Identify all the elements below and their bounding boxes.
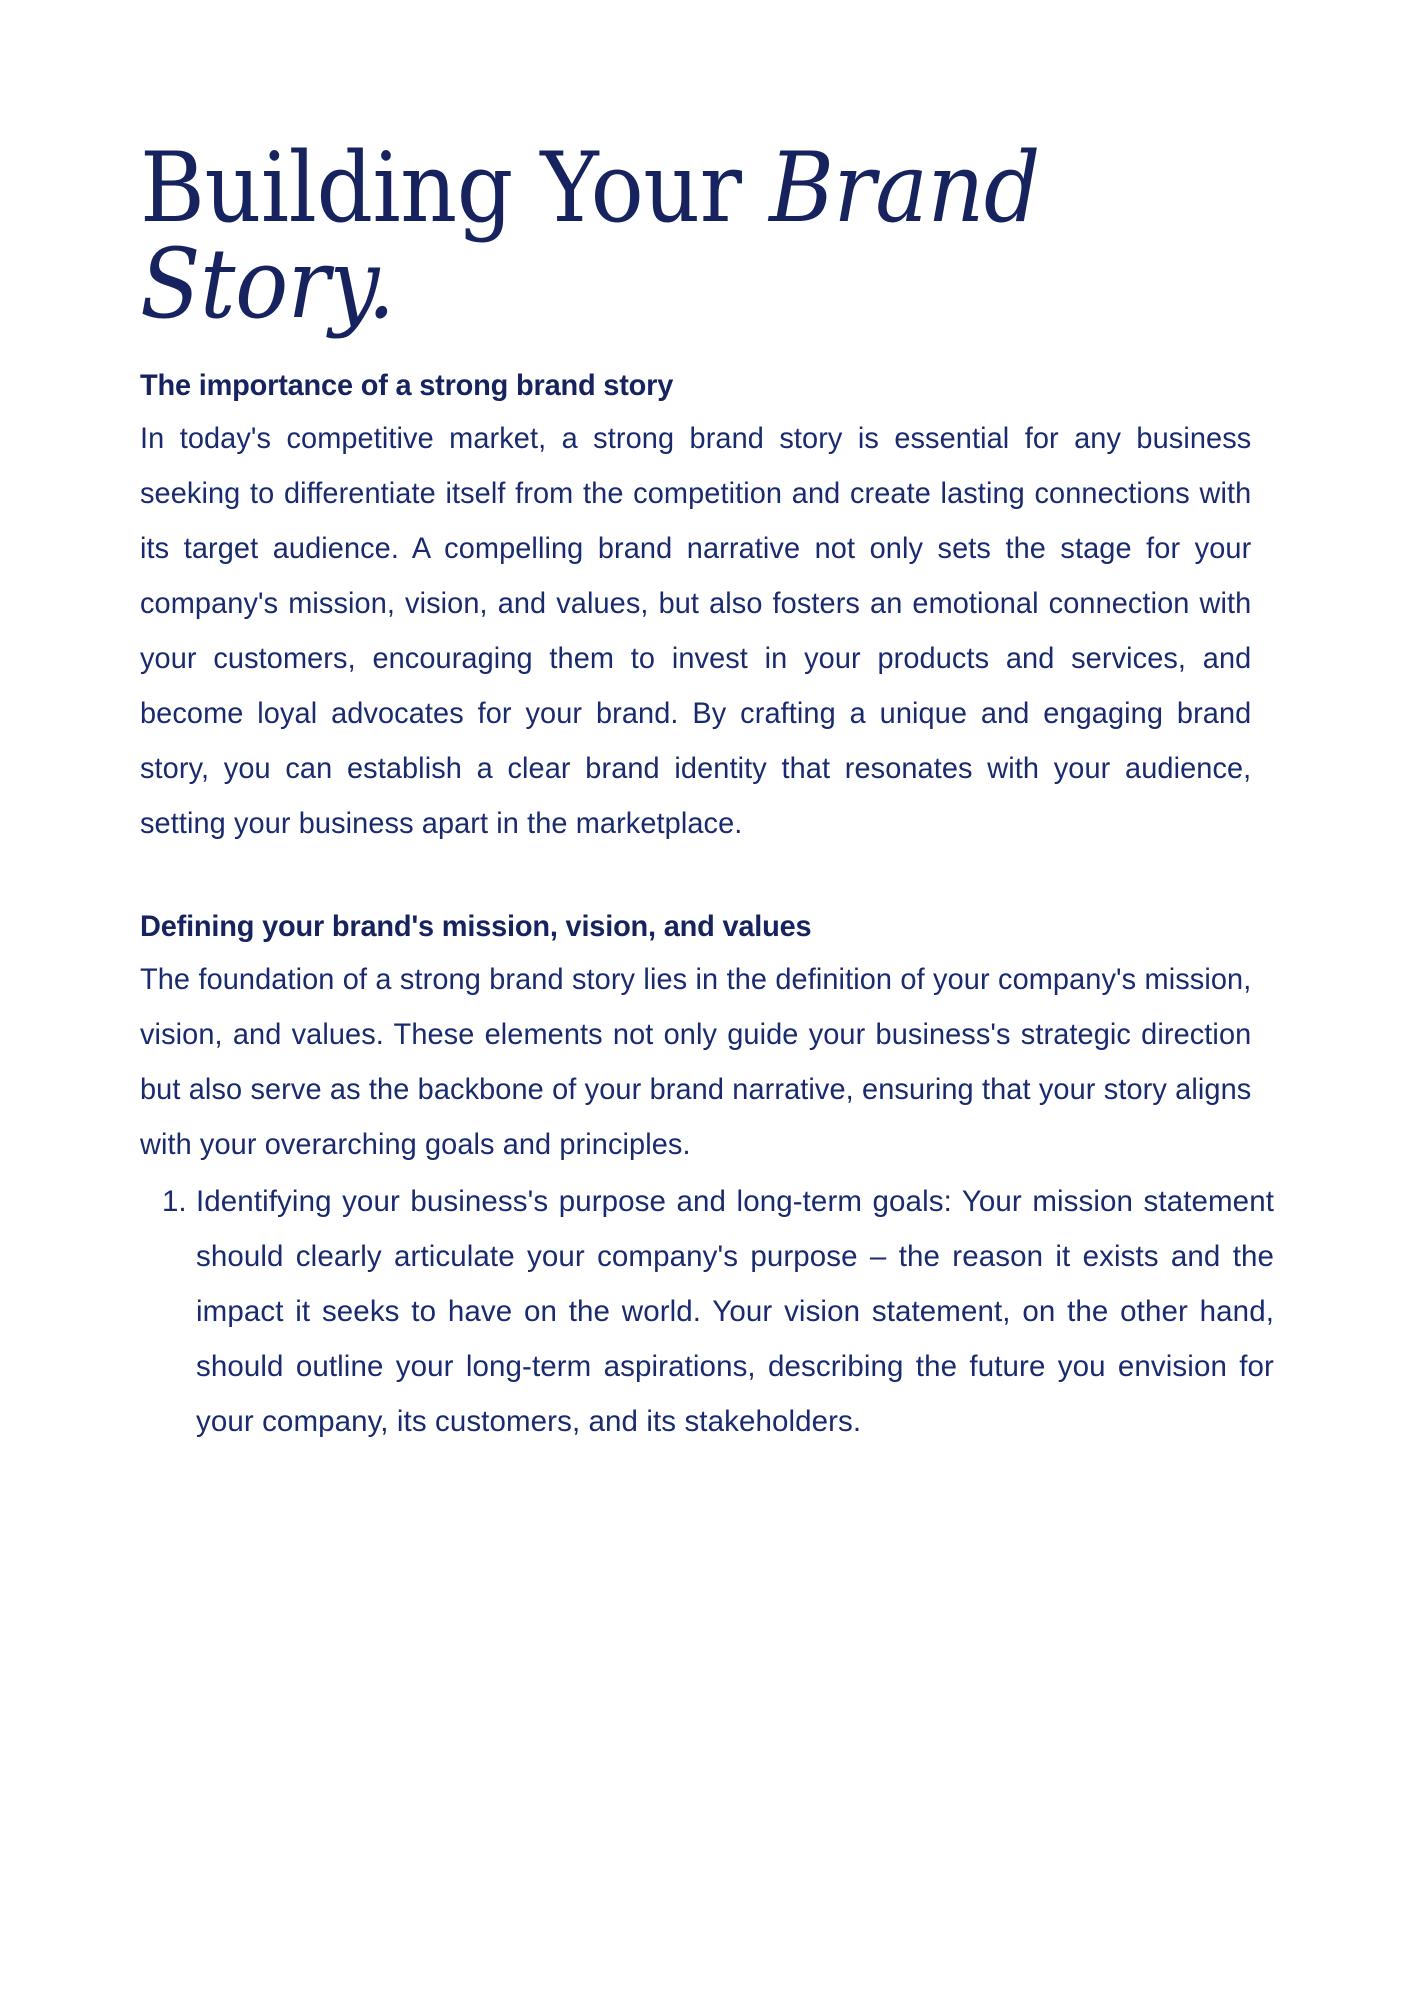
numbered-list bbox=[140, 1174, 1274, 1449]
section-paragraph-importance: In today's competitive market, a strong brand story is essential for any business seeking to differentiate itself from the competition and create lasting connections with its target audience. A compelling brand narrative not only sets the stage for your company's mission, vision, and values, but also fosters an emotional connection with your customers, encouraging them to invest in your products and services, and become loyal advocates for your brand. By crafting a unique and engaging brand story, you can establish a clear brand identity that resonates with your audience, setting your business apart in the marketplace. bbox=[140, 422, 1252, 840]
section-paragraph-defining: The foundation of a strong brand story lies in the definition of your company's mission, vision, and values. These elements not only guide your business's strategic direction but also serve as the backbone of your brand narrative, ensuring that your story aligns with your overarching goals and principles. bbox=[140, 963, 1252, 1161]
list-item-label: Identifying your business's purpose and long-term goals: Your mission statement should clearly articulate your company's purpose – the reason it exists and the impact it seeks to have on the world. Your vision statement, on the other hand, should outline your long-term aspirations, describing the future you envision for your company, its customers, and its stakeholders. bbox=[196, 1185, 1274, 1438]
page-title-italic: Brand Story. bbox=[140, 132, 1040, 340]
section-heading-importance: The importance of a strong brand story bbox=[140, 369, 674, 402]
page-title-roman: Building Your bbox=[140, 132, 770, 244]
list-item-marker: 1. bbox=[162, 1185, 187, 1218]
section-spacer bbox=[140, 851, 1274, 907]
page-title bbox=[140, 132, 1060, 340]
section-heading-defining: Defining your brand's mission, vision, and values bbox=[140, 910, 812, 943]
list-item bbox=[140, 1174, 1274, 1449]
